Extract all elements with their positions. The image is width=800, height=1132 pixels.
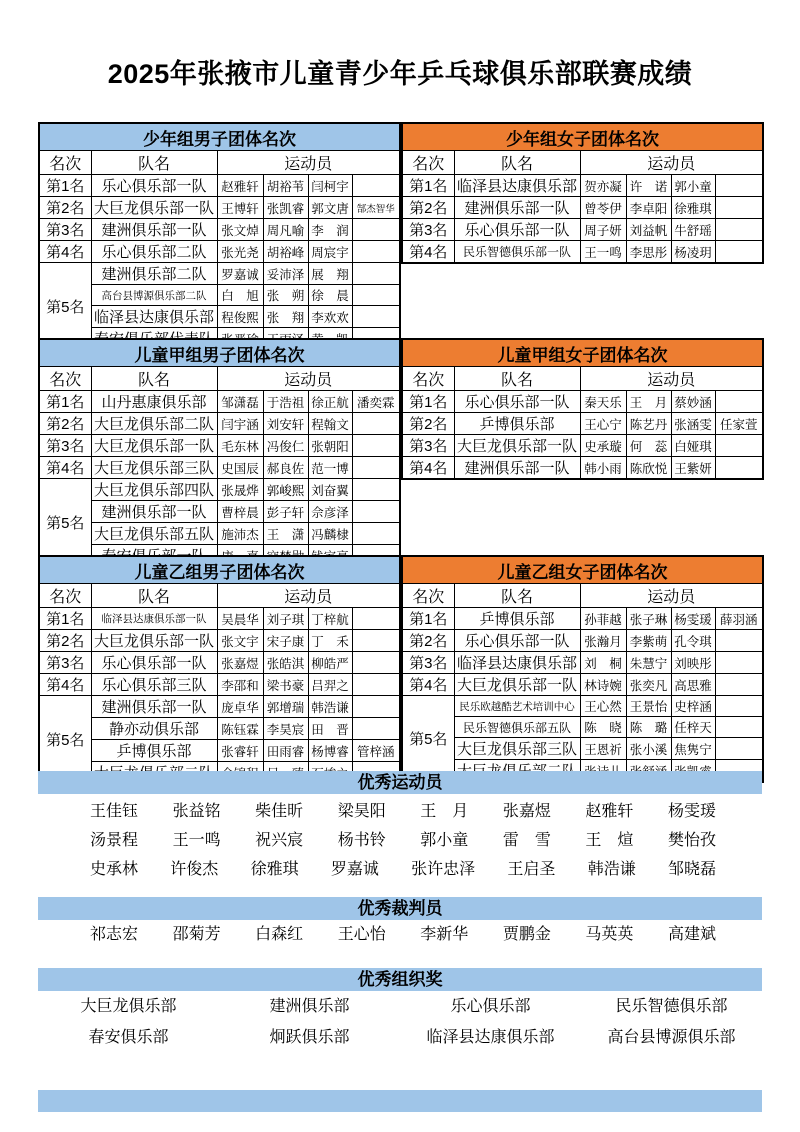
player-name xyxy=(715,674,763,696)
person-name: 杨雯瑗 xyxy=(667,803,716,820)
team-name: 乐心俱乐部一队 xyxy=(454,391,580,413)
team-name: 乒博俱乐部 xyxy=(91,740,217,762)
player-name: 刘 桐 xyxy=(580,652,626,674)
team-name: 高台县博源俱乐部二队 xyxy=(91,285,217,306)
player-name: 宋子康 xyxy=(263,630,308,652)
player-name: 韩浩谦 xyxy=(308,696,352,718)
team-name: 大巨龙俱乐部五队 xyxy=(91,523,217,545)
player-name: 秦天乐 xyxy=(580,391,626,413)
team-name: 大巨龙俱乐部四队 xyxy=(91,479,217,501)
team-name: 民乐欧越酷艺术培训中心 xyxy=(454,696,580,717)
results-table-1 xyxy=(401,122,764,264)
player-name: 任梓天 xyxy=(671,717,715,738)
player-name xyxy=(715,717,763,738)
player-name: 闫宇涵 xyxy=(217,413,263,435)
player-name: 曹梓晨 xyxy=(217,501,263,523)
player-name: 孙菲越 xyxy=(580,608,626,630)
rank-cell: 第4名 xyxy=(39,241,91,263)
player-name: 张 朔 xyxy=(263,285,308,306)
player-name: 孔令琪 xyxy=(671,630,715,652)
player-name: 徐 晨 xyxy=(308,285,352,306)
rank-cell: 第1名 xyxy=(39,608,91,630)
person-name: 许俊杰 xyxy=(170,861,219,878)
player-name: 毛东林 xyxy=(217,435,263,457)
player-name: 李 润 xyxy=(308,219,352,241)
person-name: 祝兴宸 xyxy=(255,832,304,849)
player-name xyxy=(352,306,400,328)
team-name: 乒博俱乐部 xyxy=(454,413,580,435)
player-name: 林诗婉 xyxy=(580,674,626,696)
player-name: 张瀚月 xyxy=(580,630,626,652)
rank-cell: 第3名 xyxy=(39,435,91,457)
player-name: 程俊熙 xyxy=(217,306,263,328)
player-name: 胡裕苇 xyxy=(263,175,308,197)
team-name: 乐心俱乐部一队 xyxy=(91,175,217,197)
player-name: 牛舒瑶 xyxy=(671,219,715,241)
player-name: 张朝阳 xyxy=(308,435,352,457)
team-name: 大巨龙俱乐部二队 xyxy=(91,413,217,435)
player-name xyxy=(352,523,400,545)
player-name: 闫柯宇 xyxy=(308,175,352,197)
team-name: 建洲俱乐部一队 xyxy=(91,219,217,241)
player-name: 张凯睿 xyxy=(263,197,308,219)
names-row xyxy=(38,826,762,855)
person-name: 张嘉煜 xyxy=(502,803,551,820)
club-name: 大巨龙俱乐部 xyxy=(80,998,177,1015)
player-name xyxy=(352,435,400,457)
player-name: 刘益帆 xyxy=(626,219,671,241)
team-name: 建洲俱乐部一队 xyxy=(454,197,580,219)
player-name: 徐雅琪 xyxy=(671,197,715,219)
player-name: 程翰文 xyxy=(308,413,352,435)
player-name: 史承璇 xyxy=(580,435,626,457)
player-name: 周子妍 xyxy=(580,219,626,241)
player-name: 焦隽宁 xyxy=(671,738,715,760)
person-name: 樊怡孜 xyxy=(667,832,716,849)
player-name: 张光尧 xyxy=(217,241,263,263)
team-name: 大巨龙俱乐部一队 xyxy=(454,435,580,457)
rank-cell: 第3名 xyxy=(402,435,454,457)
person-name: 赵雅轩 xyxy=(585,803,634,820)
player-name: 吴晨华 xyxy=(217,608,263,630)
player-name: 郭文唐 xyxy=(308,197,352,219)
person-name: 韩浩谦 xyxy=(587,861,636,878)
player-name xyxy=(715,241,763,264)
person-name: 李新华 xyxy=(420,926,469,943)
player-name: 柳皓严 xyxy=(308,652,352,674)
person-name: 白森红 xyxy=(255,926,304,943)
player-name: 施沛杰 xyxy=(217,523,263,545)
player-name: 郜杰智华 xyxy=(352,197,400,219)
column-header: 队名 xyxy=(454,151,580,175)
rank-cell: 第2名 xyxy=(39,413,91,435)
player-name: 杨凌玥 xyxy=(671,241,715,264)
rank-cell: 第1名 xyxy=(39,391,91,413)
team-name: 山丹惠康俱乐部 xyxy=(91,391,217,413)
player-name: 曾苓伊 xyxy=(580,197,626,219)
person-name: 王佳钰 xyxy=(90,803,139,820)
page-title: 2025年张掖市儿童青少年乒乓球俱乐部联赛成绩 xyxy=(107,59,693,89)
team-name: 临泽县达康俱乐部 xyxy=(454,652,580,674)
rank-cell: 第5名 xyxy=(39,479,91,568)
player-name: 王 潇 xyxy=(263,523,308,545)
player-name: 胡裕峰 xyxy=(263,241,308,263)
player-name xyxy=(352,652,400,674)
player-name xyxy=(715,175,763,197)
person-name: 柴佳昕 xyxy=(255,803,304,820)
player-name xyxy=(352,413,400,435)
player-name: 张小溪 xyxy=(626,738,671,760)
team-name: 大巨龙俱乐部一队 xyxy=(91,197,217,219)
player-name xyxy=(352,457,400,479)
club-name: 建洲俱乐部 xyxy=(269,998,350,1015)
column-header: 队名 xyxy=(91,367,217,391)
rank-cell: 第1名 xyxy=(402,175,454,197)
column-header: 运动员 xyxy=(580,584,763,608)
player-name: 丁梓航 xyxy=(308,608,352,630)
player-name: 刘安轩 xyxy=(263,413,308,435)
player-name xyxy=(715,197,763,219)
person-name: 郭小童 xyxy=(420,832,469,849)
player-name: 王紫妍 xyxy=(671,457,715,480)
player-name: 许 诺 xyxy=(626,175,671,197)
player-name xyxy=(352,479,400,501)
section-banner: 优秀裁判员 xyxy=(38,897,762,920)
person-name: 王 煊 xyxy=(585,832,634,849)
player-name: 丁 禾 xyxy=(308,630,352,652)
rank-cell: 第3名 xyxy=(39,219,91,241)
club-name: 乐心俱乐部 xyxy=(450,998,531,1015)
table-title: 儿童乙组男子团体名次 xyxy=(39,556,400,584)
player-name: 史国辰 xyxy=(217,457,263,479)
player-name: 吕羿之 xyxy=(308,674,352,696)
player-name: 庞卓华 xyxy=(217,696,263,718)
player-name: 张文焯 xyxy=(217,219,263,241)
player-name: 王景怡 xyxy=(626,696,671,717)
player-name: 陈欣悦 xyxy=(626,457,671,480)
player-name: 韩小雨 xyxy=(580,457,626,480)
player-name: 周凡喻 xyxy=(263,219,308,241)
rank-cell: 第3名 xyxy=(402,652,454,674)
player-name xyxy=(352,608,400,630)
player-name: 刘映彤 xyxy=(671,652,715,674)
player-name xyxy=(352,241,400,263)
person-name: 高建斌 xyxy=(667,926,716,943)
player-name xyxy=(352,696,400,718)
player-name xyxy=(352,630,400,652)
player-name: 郝良佐 xyxy=(263,457,308,479)
player-name xyxy=(715,652,763,674)
player-name: 妥沛泽 xyxy=(263,263,308,285)
player-name xyxy=(715,219,763,241)
team-name: 大巨龙俱乐部一队 xyxy=(91,630,217,652)
rank-cell: 第2名 xyxy=(402,630,454,652)
player-name: 罗嘉诚 xyxy=(217,263,263,285)
person-name: 徐雅琪 xyxy=(250,861,299,878)
team-name: 建洲俱乐部一队 xyxy=(91,501,217,523)
rank-cell: 第5名 xyxy=(402,696,454,783)
player-name: 郭增瑞 xyxy=(263,696,308,718)
column-header: 名次 xyxy=(402,151,454,175)
column-header: 名次 xyxy=(39,367,91,391)
team-name: 乒博俱乐部 xyxy=(454,608,580,630)
team-name: 临泽县达康俱乐部一队 xyxy=(91,608,217,630)
player-name: 范一博 xyxy=(308,457,352,479)
player-name: 杨博睿 xyxy=(308,740,352,762)
names-row xyxy=(38,855,762,884)
player-name: 冯俊仁 xyxy=(263,435,308,457)
player-name: 陈 璐 xyxy=(626,717,671,738)
player-name xyxy=(352,263,400,285)
player-name: 李紫萌 xyxy=(626,630,671,652)
player-name: 王一鸣 xyxy=(580,241,626,264)
person-name: 祁志宏 xyxy=(90,926,139,943)
team-name: 乐心俱乐部一队 xyxy=(454,630,580,652)
rank-cell: 第4名 xyxy=(402,241,454,264)
bottom-empty-bar xyxy=(38,1090,762,1112)
club-name: 春安俱乐部 xyxy=(88,1029,169,1046)
player-name xyxy=(715,696,763,717)
person-name: 邹晓磊 xyxy=(667,861,716,878)
rank-cell: 第1名 xyxy=(39,175,91,197)
team-name: 大巨龙俱乐部三队 xyxy=(454,738,580,760)
player-name: 朱慧宁 xyxy=(626,652,671,674)
player-name: 任家萱 xyxy=(715,413,763,435)
player-name: 邹潇磊 xyxy=(217,391,263,413)
column-header: 队名 xyxy=(454,584,580,608)
person-name: 雷 雪 xyxy=(502,832,551,849)
person-name: 王心怡 xyxy=(337,926,386,943)
column-header: 运动员 xyxy=(580,367,763,391)
rank-cell: 第2名 xyxy=(39,630,91,652)
player-name: 王恩祈 xyxy=(580,738,626,760)
player-name: 王博轩 xyxy=(217,197,263,219)
rank-cell: 第2名 xyxy=(39,197,91,219)
player-name: 郭峻熙 xyxy=(263,479,308,501)
player-name xyxy=(715,391,763,413)
team-name: 大巨龙俱乐部一队 xyxy=(91,435,217,457)
player-name xyxy=(715,738,763,760)
player-name: 梁书豪 xyxy=(263,674,308,696)
player-name: 张文宇 xyxy=(217,630,263,652)
section-banner: 优秀组织奖 xyxy=(38,968,762,991)
player-name xyxy=(352,501,400,523)
team-name: 乐心俱乐部一队 xyxy=(454,219,580,241)
player-name xyxy=(352,674,400,696)
column-header: 运动员 xyxy=(217,367,400,391)
player-name: 张睿轩 xyxy=(217,740,263,762)
table-title: 少年组男子团体名次 xyxy=(39,123,400,151)
player-name: 张奕凡 xyxy=(626,674,671,696)
player-name xyxy=(352,718,400,740)
table-title: 少年组女子团体名次 xyxy=(402,123,763,151)
player-name: 郭小童 xyxy=(671,175,715,197)
team-name: 大巨龙俱乐部三队 xyxy=(91,457,217,479)
player-name xyxy=(715,457,763,480)
player-name: 张晟烨 xyxy=(217,479,263,501)
player-name: 王心宁 xyxy=(580,413,626,435)
player-name: 李邵和 xyxy=(217,674,263,696)
names-row xyxy=(38,797,762,826)
player-name: 田 晋 xyxy=(308,718,352,740)
club-name: 炯跃俱乐部 xyxy=(269,1029,350,1046)
player-name: 于浩祖 xyxy=(263,391,308,413)
player-name: 赵雅轩 xyxy=(217,175,263,197)
player-name: 李欢欢 xyxy=(308,306,352,328)
column-header: 名次 xyxy=(402,584,454,608)
player-name: 张涵雯 xyxy=(671,413,715,435)
player-name: 刘奋翼 xyxy=(308,479,352,501)
names-row xyxy=(38,1022,762,1053)
player-name: 佘彦泽 xyxy=(308,501,352,523)
player-name: 白 旭 xyxy=(217,285,263,306)
player-name: 张子琳 xyxy=(626,608,671,630)
table-title: 儿童甲组男子团体名次 xyxy=(39,339,400,367)
player-name: 彭子轩 xyxy=(263,501,308,523)
rank-cell: 第3名 xyxy=(39,652,91,674)
person-name: 梁昊阳 xyxy=(337,803,386,820)
team-name: 乐心俱乐部三队 xyxy=(91,674,217,696)
results-table-4 xyxy=(38,555,401,785)
player-name: 陈钰霖 xyxy=(217,718,263,740)
results-table-2 xyxy=(38,338,401,568)
club-name: 民乐智德俱乐部 xyxy=(615,998,728,1015)
team-name: 民乐智德俱乐部一队 xyxy=(454,241,580,264)
results-table-3 xyxy=(401,338,764,480)
column-header: 名次 xyxy=(402,367,454,391)
person-name: 罗嘉诚 xyxy=(330,861,379,878)
rank-cell: 第5名 xyxy=(39,696,91,785)
column-header: 队名 xyxy=(91,584,217,608)
rank-cell: 第4名 xyxy=(39,674,91,696)
section-banner: 优秀运动员 xyxy=(38,771,762,794)
player-name: 史梓涵 xyxy=(671,696,715,717)
player-name: 王 月 xyxy=(626,391,671,413)
player-name: 冯麟棣 xyxy=(308,523,352,545)
person-name: 贾鹏金 xyxy=(502,926,551,943)
team-name: 临泽县达康俱乐部 xyxy=(91,306,217,328)
results-table-0 xyxy=(38,122,401,351)
person-name: 邵菊芳 xyxy=(172,926,221,943)
player-name xyxy=(352,175,400,197)
player-name: 薛羽涵 xyxy=(715,608,763,630)
rank-cell: 第5名 xyxy=(39,263,91,351)
team-name: 乐心俱乐部二队 xyxy=(91,241,217,263)
person-name: 王启圣 xyxy=(507,861,556,878)
player-name: 王心然 xyxy=(580,696,626,717)
player-name: 李思彤 xyxy=(626,241,671,264)
column-header: 名次 xyxy=(39,584,91,608)
rank-cell: 第4名 xyxy=(402,457,454,480)
rank-cell: 第4名 xyxy=(402,674,454,696)
player-name: 田雨睿 xyxy=(263,740,308,762)
player-name: 陈艺丹 xyxy=(626,413,671,435)
player-name: 周宸宇 xyxy=(308,241,352,263)
player-name: 何 蕊 xyxy=(626,435,671,457)
team-name: 建洲俱乐部一队 xyxy=(454,457,580,480)
team-name: 大巨龙俱乐部一队 xyxy=(454,674,580,696)
player-name xyxy=(715,435,763,457)
player-name: 徐正航 xyxy=(308,391,352,413)
player-name: 展 翔 xyxy=(308,263,352,285)
names-row xyxy=(38,921,762,949)
team-name: 临泽县达康俱乐部 xyxy=(454,175,580,197)
team-name: 乐心俱乐部一队 xyxy=(91,652,217,674)
team-name: 民乐智德俱乐部五队 xyxy=(454,717,580,738)
rank-cell: 第1名 xyxy=(402,391,454,413)
team-name: 静亦动俱乐部 xyxy=(91,718,217,740)
club-name: 高台县博源俱乐部 xyxy=(607,1029,736,1046)
player-name: 张嘉煜 xyxy=(217,652,263,674)
team-name: 建洲俱乐部一队 xyxy=(91,696,217,718)
column-header: 名次 xyxy=(39,151,91,175)
person-name: 汤景程 xyxy=(90,832,139,849)
player-name: 杨雯瑗 xyxy=(671,608,715,630)
player-name: 陈 晓 xyxy=(580,717,626,738)
rank-cell: 第2名 xyxy=(402,197,454,219)
column-header: 运动员 xyxy=(217,151,400,175)
column-header: 运动员 xyxy=(217,584,400,608)
person-name: 王 月 xyxy=(420,803,469,820)
player-name: 贺亦凝 xyxy=(580,175,626,197)
table-title: 儿童乙组女子团体名次 xyxy=(402,556,763,584)
player-name: 李昊宸 xyxy=(263,718,308,740)
person-name: 杨书铃 xyxy=(337,832,386,849)
player-name: 白娅琪 xyxy=(671,435,715,457)
table-title: 儿童甲组女子团体名次 xyxy=(402,339,763,367)
player-name xyxy=(352,219,400,241)
person-name: 史承林 xyxy=(90,861,139,878)
person-name: 王一鸣 xyxy=(172,832,221,849)
column-header: 运动员 xyxy=(580,151,763,175)
person-name: 张许忠泽 xyxy=(411,861,476,878)
results-table-5 xyxy=(401,555,764,783)
rank-cell: 第1名 xyxy=(402,608,454,630)
team-name: 建洲俱乐部二队 xyxy=(91,263,217,285)
player-name: 李卓阳 xyxy=(626,197,671,219)
rank-cell: 第2名 xyxy=(402,413,454,435)
column-header: 队名 xyxy=(91,151,217,175)
player-name xyxy=(715,630,763,652)
player-name: 高思雅 xyxy=(671,674,715,696)
player-name xyxy=(352,285,400,306)
player-name: 蔡妙涵 xyxy=(671,391,715,413)
player-name: 张 翔 xyxy=(263,306,308,328)
player-name: 刘子琪 xyxy=(263,608,308,630)
club-name: 临泽县达康俱乐部 xyxy=(426,1029,555,1046)
person-name: 张益铭 xyxy=(172,803,221,820)
player-name: 张皓淇 xyxy=(263,652,308,674)
rank-cell: 第3名 xyxy=(402,219,454,241)
column-header: 队名 xyxy=(454,367,580,391)
rank-cell: 第4名 xyxy=(39,457,91,479)
player-name: 管梓涵 xyxy=(352,740,400,762)
player-name: 潘奕霖 xyxy=(352,391,400,413)
names-row xyxy=(38,991,762,1022)
person-name: 马英英 xyxy=(585,926,634,943)
